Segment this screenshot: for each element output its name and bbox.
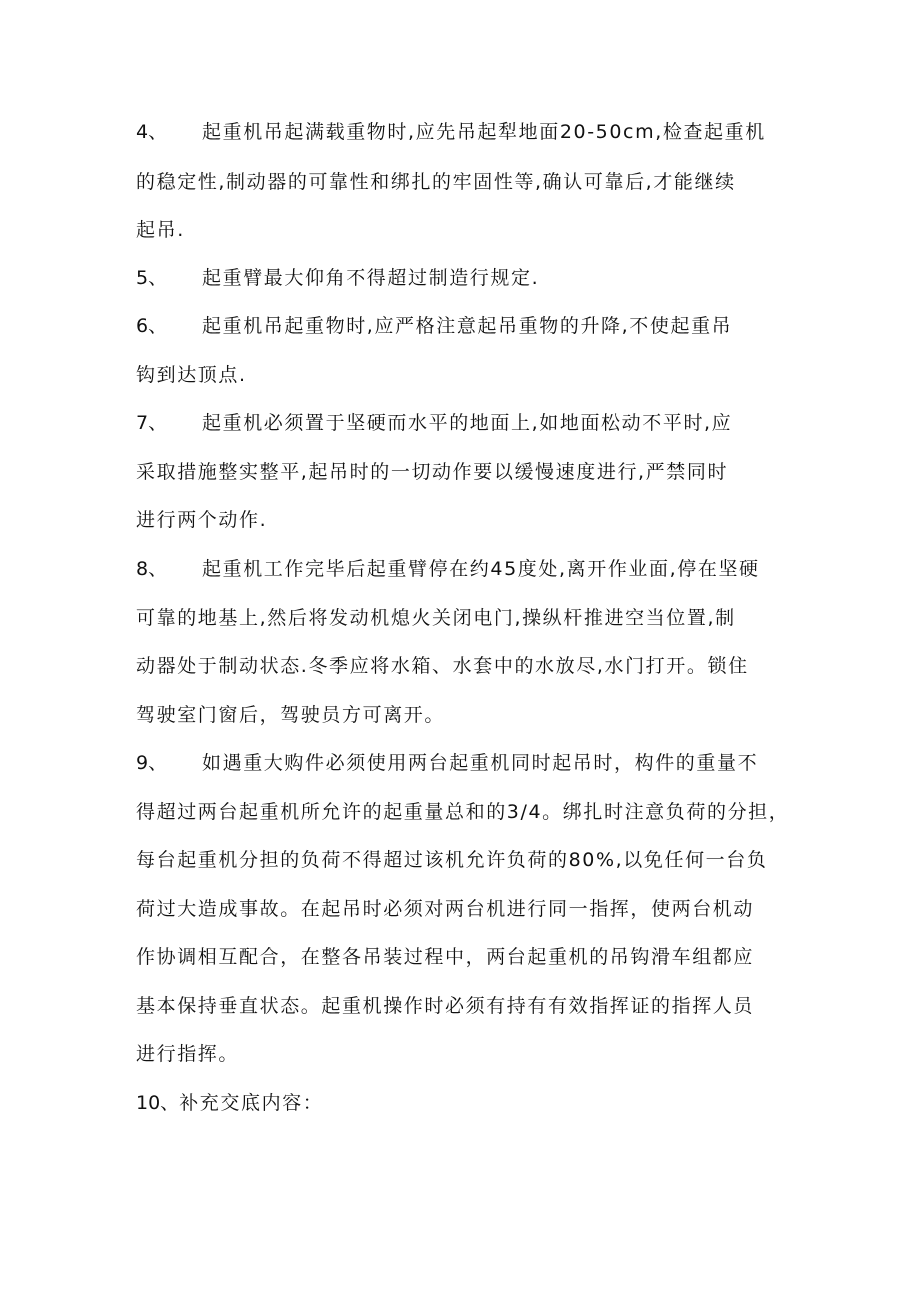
item-9-line-4: 荷过大造成事故。在起吊时必须对两台机进行同一指挥，使两台机动: [136, 898, 755, 920]
item-4-line-3: 起吊.: [136, 219, 185, 241]
item-8-line-2: 可靠的地基上,然后将发动机熄火关闭电门,操纵杆推进空当位置,制: [136, 607, 736, 629]
item-7-line-2: 采取措施整实整平,起吊时的一切动作要以缓慢速度进行,严禁同时: [136, 461, 729, 483]
item-9-line-2: 得超过两台起重机所允许的起重量总和的3/4。绑扎时注意负荷的分担，: [136, 801, 790, 823]
item-8-line-3: 动器处于制动状态.冬季应将水箱、水套中的水放尽,水门打开。锁住: [136, 655, 749, 677]
item-8-line-1: [136, 557, 816, 581]
item-7-line-1: [136, 411, 816, 435]
item-4-text-1: 起重机吊起满载重物时,应先吊起犁地面20-50cm,检查起重机: [202, 121, 766, 143]
item-10-text-1: 补充交底内容：: [179, 1092, 324, 1114]
item-9-line-7: 进行指挥。: [136, 1043, 240, 1065]
item-9-line-5: 作协调相互配合，在整各吊装过程中，两台起重机的吊钩滑车组都应: [136, 946, 755, 968]
item-6-line-2: 钩到达顶点.: [136, 364, 247, 386]
item-5-text-1: 起重臂最大仰角不得超过制造行规定.: [202, 267, 540, 289]
item-10-line-1: [136, 1091, 816, 1115]
item-8-text-1: 起重机工作完毕后起重臂停在约45度处,离开作业面,停在坚硬: [202, 558, 760, 580]
item-8-number: 8、: [136, 558, 168, 580]
item-5-number: 5、: [136, 267, 168, 289]
item-7-line-3: 进行两个动作.: [136, 509, 268, 531]
item-10-number: 10、: [136, 1092, 180, 1114]
item-9-line-1: [136, 751, 816, 775]
item-9-line-6: 基本保持垂直状态。起重机操作时必须有持有有效指挥证的指挥人员: [136, 995, 755, 1017]
item-6-number: 6、: [136, 315, 168, 337]
item-7-text-1: 起重机必须置于坚硬而水平的地面上,如地面松动不平时,应: [202, 412, 733, 434]
item-8-line-4: 驾驶室门窗后，驾驶员方可离开。: [136, 704, 446, 726]
item-4-number: 4、: [136, 121, 168, 143]
item-4-line-1: [136, 120, 816, 144]
item-6-text-1: 起重机吊起重物时,应严格注意起吊重物的升降,不使起重吊: [202, 315, 733, 337]
item-9-text-1: 如遇重大购件必须使用两台起重机同时起吊时，构件的重量不: [202, 752, 759, 774]
item-5-line-1: [136, 266, 816, 290]
item-7-number: 7、: [136, 412, 168, 434]
item-6-line-1: [136, 314, 816, 338]
item-9-number: 9、: [136, 752, 168, 774]
item-9-line-3: 每台起重机分担的负荷不得超过该机允许负荷的80%,以免任何一台负: [136, 849, 768, 871]
item-4-line-2: 的稳定性,制动器的可靠性和绑扎的牢固性等,确认可靠后,才能继续: [136, 171, 736, 193]
